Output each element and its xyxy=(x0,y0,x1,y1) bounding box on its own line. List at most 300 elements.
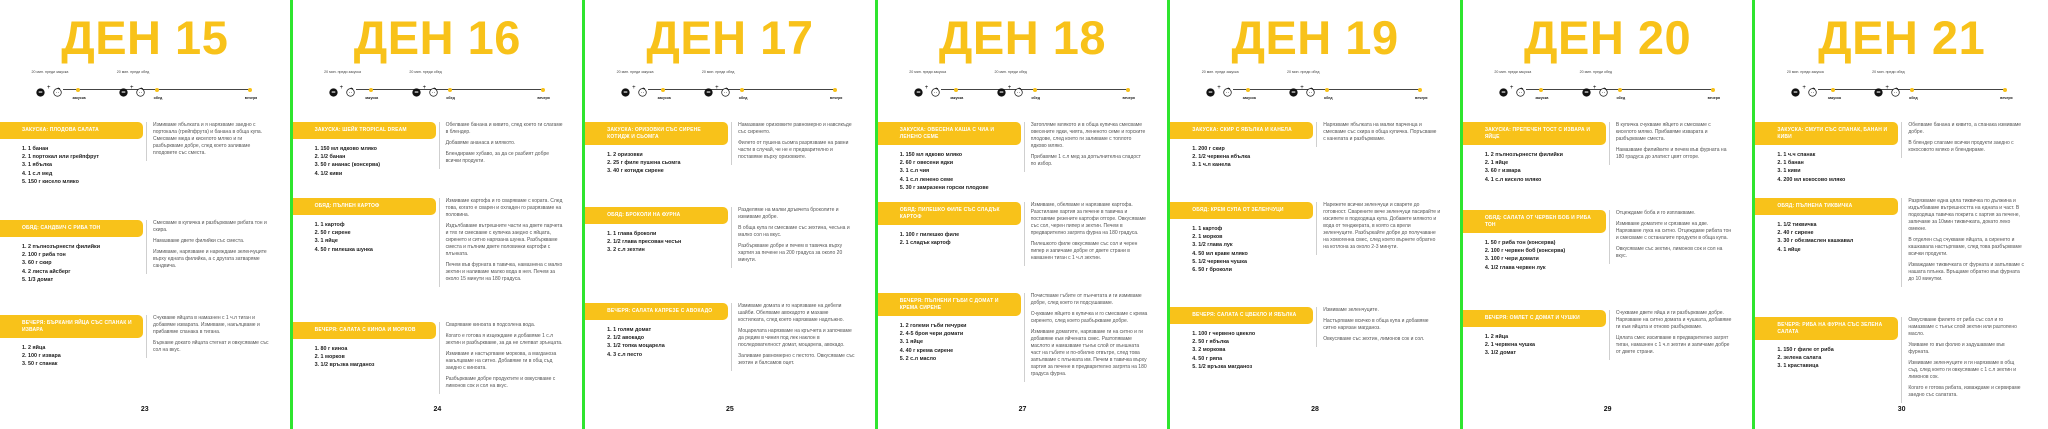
ingredient-item: 1. 1 картоф xyxy=(314,222,345,228)
pre-lunch-label: 20 мин. преди обед xyxy=(116,70,150,74)
apple-icon xyxy=(1808,84,1817,102)
ingredient-item: 4. 2 листа айсберг xyxy=(22,268,71,275)
ingredient-item: 1. 150 мл ядково мляко xyxy=(314,146,377,152)
plus-icon: + xyxy=(924,85,929,91)
instruction-paragraph: Бъркаме докато яйцата стегнат и овкусяваме със сол на вкус. xyxy=(153,340,269,353)
day-page xyxy=(1755,0,2048,429)
breakfast-dot xyxy=(661,88,665,92)
recipe-instructions xyxy=(1609,210,1733,264)
meal-header: ЗАКУСКА: ПРЕПЕЧЕН ТОСТ С ИЗВАРА И ЯЙЦЕ xyxy=(1463,122,1606,145)
dinner-marker-label: вечеря xyxy=(829,96,843,100)
ingredient-item: 5. 1/2 връзка магданоз xyxy=(1192,363,1253,370)
instruction-paragraph: Прибавяме 1 с.л мед за допълнителна сладост по избор. xyxy=(1030,154,1141,167)
scale-icon xyxy=(1874,84,1883,102)
meal-timeline xyxy=(878,66,1170,106)
meal-timeline xyxy=(1170,66,1462,106)
ingredient-list xyxy=(315,345,435,370)
ingredient-item: 2. 1 сладък картоф xyxy=(899,240,951,247)
dinner-dot xyxy=(1418,88,1422,92)
ingredient-item: 5. 150 г кисело мляко xyxy=(22,178,79,185)
apple-icon xyxy=(346,84,355,102)
ingredient-item: 3. 50 г ананас (консерва) xyxy=(314,162,381,169)
ingredient-list xyxy=(22,243,142,284)
ingredient-item: 1. 1 ч.ч спанак xyxy=(1777,152,1816,158)
apple-icon xyxy=(1516,84,1525,102)
breakfast-dot xyxy=(1831,88,1835,92)
instruction-paragraph: Добавяме ананаса и млякото. xyxy=(445,140,516,146)
instruction-paragraph: Пилешкото филе овкусяваме със сол и черен пипер и запичаме добре от двете страни в намазнен тиган с 1 ч.л зехтин. xyxy=(1030,241,1138,261)
ingredient-list xyxy=(1192,145,1312,170)
ingredient-list xyxy=(607,326,727,359)
ingredient-list xyxy=(1192,225,1312,274)
breakfast-marker-label: закуска xyxy=(1242,96,1256,100)
instruction-paragraph: Издълбаваме вътрешните части на двете парчета и тях ги смесваме с купичка заедно с яйцата, сиренето и ситно нарязана шунка. Разбъркваме сместа и пълним двете половинки картофи с плънката. xyxy=(445,223,563,257)
instruction-paragraph: Когато е готова я изцеждаме и добавяме 1 с.л зехтин и разбъркваме, за да не слепват зрънцата. xyxy=(445,333,563,346)
ingredient-item: 2. 1 морков xyxy=(1192,234,1223,241)
ingredient-item: 2. 25 г филе пушена сьомга xyxy=(607,160,681,167)
lunch-marker-label: обед xyxy=(1616,96,1626,100)
ingredient-item: 3. 60 г извара xyxy=(1484,168,1521,175)
ingredient-item: 3. 1 ябълка xyxy=(22,162,52,169)
ingredient-item: 2. 1 морков xyxy=(314,354,345,361)
plus-icon: + xyxy=(1885,85,1889,91)
ingredient-item: 1. 80 г киноа xyxy=(314,346,348,352)
instruction-paragraph: Измиваме, нарязваме и нареждаме зеленчуците върху едната филийка, а с другата затваряме сандвича. xyxy=(153,249,267,269)
scale-icon xyxy=(329,84,338,102)
plus-icon: + xyxy=(1007,85,1012,91)
ingredient-item: 5. 2 с.л масло xyxy=(899,355,937,362)
instruction-paragraph: В купичка счукваме яйцето и смесваме с киселото мляко. Прибавяме изварата и разбъркваме сместа. xyxy=(1615,122,1711,142)
instruction-paragraph: Увиваме го във фолио и задушаваме във фурната. xyxy=(1908,342,2005,355)
ingredient-item: 1. 2 пълнозърнести филийки xyxy=(1484,152,1563,158)
instruction-paragraph: Настъргваме всичко в обща купа и добавяме ситно нарязан магданоз. xyxy=(1323,318,1429,331)
day-page xyxy=(585,0,878,429)
ingredient-item: 1. 2 яйца xyxy=(22,345,46,351)
scale-icon xyxy=(412,84,421,102)
ingredient-item: 2. 50 г ябълка xyxy=(1192,339,1229,346)
instruction-paragraph: Счукваме яйцата в намазнен с 1 ч.л тиган и добавяме изварата. Измиваме, накълцваме и прибавяме спанака в тигана. xyxy=(153,315,260,335)
pre-lunch-label: 20 мин. преди обед xyxy=(701,70,735,74)
pre-lunch-label: 20 мин. преди обед xyxy=(1872,70,1905,74)
dinner-dot xyxy=(2003,88,2007,92)
page-number: 25 xyxy=(726,406,734,413)
apple-icon xyxy=(638,84,647,102)
page-number: 24 xyxy=(433,406,442,413)
ingredient-list xyxy=(607,230,727,255)
meal-header: ВЕЧЕРЯ: РИБА НА ФУРНА СЪС ЗЕЛЕНА САЛАТА xyxy=(1755,317,1898,340)
ingredient-item: 1. 200 г скир xyxy=(1192,146,1225,152)
ingredient-item: 4. 40 г крема сирене xyxy=(899,347,954,354)
ingredient-list xyxy=(1192,330,1312,371)
page-number: 27 xyxy=(1018,406,1027,413)
instruction-paragraph: В блендер слагаме всички продукти заедно с кокосовото мляко и блендираме. xyxy=(1908,140,2014,153)
apple-icon xyxy=(53,84,62,102)
instruction-paragraph: Намазваме филийките и печем във фурната на 180 градуса до златист цвят отгоре. xyxy=(1615,147,1727,160)
ingredient-list xyxy=(315,221,435,254)
pre-lunch-label: 20 мин. преди обед xyxy=(1287,70,1320,74)
meal-header: ЗАКУСКА: СМУТИ СЪС СПАНАК, БАНАН И КИВИ xyxy=(1755,122,1898,145)
scale-icon xyxy=(621,84,630,102)
pre-lunch-label: 20 мин. преди обед xyxy=(409,70,442,74)
recipe-instructions xyxy=(439,122,563,169)
ingredient-list xyxy=(900,151,1020,192)
breakfast-marker-label: закуска xyxy=(1827,96,1841,100)
day-page xyxy=(1170,0,1463,429)
pre-lunch-label: 20 мин. преди обед xyxy=(1579,70,1613,74)
instruction-paragraph: Отцеждаме боба и го изплакваме. xyxy=(1615,210,1696,216)
ingredient-item: 1. 100 г червено цвекло xyxy=(1192,331,1256,337)
ingredient-item: 2. 50 г сирене xyxy=(314,230,351,237)
ingredient-item: 1. 1/2 тиквичка xyxy=(1777,222,1817,228)
day-page xyxy=(878,0,1171,429)
instruction-paragraph: Счукваме двете яйца и ги разбъркваме добре. Нарязваме на ситно домата и чушката, добавяме ги към яйцата и отново разбъркваме. xyxy=(1615,310,1732,330)
lunch-marker-label: обед xyxy=(446,96,455,100)
ingredient-item: 1. 150 мл ядково мляко xyxy=(899,152,963,158)
lunch-dot xyxy=(1618,88,1622,92)
lunch-dot xyxy=(448,88,452,92)
day-title: ДЕН 16 xyxy=(353,11,521,64)
pre-breakfast-label: 20 мин. преди закуска xyxy=(909,70,947,74)
meal-header: ОБЯД: ПИЛЕШКО ФИЛЕ СЪС СЛАДЪК КАРТОФ xyxy=(878,202,1021,225)
lunch-dot xyxy=(1033,88,1037,92)
ingredient-item: 1. 2 големи гъби печурки xyxy=(899,323,967,329)
ingredient-item: 4. 1 с.л кисело мляко xyxy=(1484,176,1542,183)
ingredient-item: 1. 2 оризовки xyxy=(607,152,643,158)
recipe-instructions xyxy=(1024,202,1148,266)
meal-header: ОБЯД: ПЪЛНЕНА ТИКВИЧКА xyxy=(1755,198,1898,215)
meal-header: ОБЯД: БРОКОЛИ НА ФУРНА xyxy=(585,207,728,224)
instruction-paragraph: Овкусяваме със зехтин, лимонов сок и сол. xyxy=(1323,336,1425,342)
ingredient-item: 5. 30 г замразени горски плодове xyxy=(899,184,989,191)
recipe-instructions xyxy=(1024,122,1148,172)
meal-header: ЗАКУСКА: ШЕЙК TROPICAL DREAM xyxy=(293,122,436,139)
breakfast-marker-label: закуска xyxy=(364,96,379,100)
dinner-dot xyxy=(833,88,837,92)
ingredient-item: 1. 1 голям домат xyxy=(607,327,652,333)
instruction-paragraph: Измиваме картофа и го сваряваме с кората. След това, когато е сварен и охладен го разрязваме на половина. xyxy=(445,198,563,218)
ingredient-item: 3. 1/2 топка моцарела xyxy=(607,343,665,350)
recipe-instructions xyxy=(439,322,563,394)
day-page xyxy=(0,0,293,429)
plus-icon: + xyxy=(632,85,636,91)
ingredient-item: 5. 1/3 домат xyxy=(22,276,54,283)
instruction-paragraph: Овкусяваме филето от риба със сол и го намазваме с тънък слой зехтин или разтопено масло. xyxy=(1908,317,2017,337)
pre-lunch-label: 20 мин. преди обед xyxy=(994,70,1027,74)
day-page xyxy=(1463,0,1756,429)
instruction-paragraph: Разбъркваме добре продуктите и овкусяваме с лимонов сок и сол на вкус. xyxy=(445,376,556,389)
ingredient-item: 1. 50 г риба тон (консерва) xyxy=(1484,240,1556,246)
recipe-instructions xyxy=(1024,293,1148,382)
plus-icon: + xyxy=(1802,85,1806,91)
scale-icon xyxy=(1499,84,1508,102)
instruction-paragraph: Разрязваме една цяла тиквичка по дължина и издълбаваме вътрешността на едната и част. В подходяща тавичка покрита с хартия за печене, запичаме за 10мин тиквичката, докато леко омекне. xyxy=(1908,198,2020,232)
scale-icon xyxy=(119,84,128,102)
instruction-paragraph: Заливаме равномерно с пестото. Овкусяваме със зехтин и балсамов оцет. xyxy=(738,353,855,366)
instruction-paragraph: В отделен съд счукваме яйцата, а сиренето и кашкавала настъргваме, след това разбъркваме всички продукти. xyxy=(1908,237,2022,257)
instruction-paragraph: Измиваме доматите и срязваме на две. Нарязваме лука на ситно. Отцеждаме рибата тон и смесваме с останалите продукти в обща купа. xyxy=(1615,221,1732,241)
scale-icon xyxy=(704,84,713,102)
instruction-paragraph: Измиваме зеленчуците и ги нарязваме в общ съд, след което ги овкусяваме с 1 с.л зехтин и лимонов сок. xyxy=(1908,360,2017,380)
ingredient-item: 1. 1 банан xyxy=(22,146,49,152)
plus-icon: + xyxy=(130,85,134,91)
instruction-paragraph: Измиваме зеленчуците. xyxy=(1323,307,1379,313)
meal-header: ВЕЧЕРЯ: САЛАТА С ЦВЕКЛО И ЯБЪЛКА xyxy=(1170,307,1313,324)
day-title: ДЕН 19 xyxy=(1231,11,1399,64)
meal-header: ЗАКУСКА: СКИР С ЯБЪЛКА И КАНЕЛА xyxy=(1170,122,1313,139)
ingredient-item: 2. 1 червена чушка xyxy=(1484,342,1536,349)
lunch-dot xyxy=(1325,88,1329,92)
lunch-marker-label: обед xyxy=(153,96,163,100)
recipe-instructions xyxy=(146,122,270,161)
pre-breakfast-label: 20 мин. преди закуска xyxy=(31,70,69,74)
meal-header: ВЕЧЕРЯ: САЛАТА КАПРЕЗЕ С АВОКАДО xyxy=(585,303,728,320)
ingredient-item: 3. 1 яйце xyxy=(899,339,923,346)
plus-icon: + xyxy=(1300,85,1304,91)
meal-timeline xyxy=(1755,66,2047,106)
dinner-dot xyxy=(1711,88,1715,92)
breakfast-dot xyxy=(369,88,373,92)
ingredient-item: 3. 1 киви xyxy=(1777,168,1801,175)
ingredient-item: 1. 2 яйца xyxy=(1484,334,1509,340)
meal-header: ОБЯД: КРЕМ СУПА ОТ ЗЕЛЕНЧУЦИ xyxy=(1170,202,1313,219)
meal-header: ОБЯД: САЛАТА ОТ ЧЕРВЕН БОБ И РИБА ТОН xyxy=(1463,210,1606,233)
page-number: 28 xyxy=(1311,406,1319,413)
instruction-paragraph: Сваряваме киноата в подсолена вода. xyxy=(445,322,536,328)
instruction-paragraph: Обелваме банана и кивито, а спанака измиваме добре. xyxy=(1908,122,2022,135)
ingredient-item: 4. 50 г пилешка шунка xyxy=(314,246,373,253)
ingredient-item: 3. 60 г скир xyxy=(22,260,52,267)
ingredient-item: 1. 1 глава броколи xyxy=(607,231,657,237)
apple-icon xyxy=(1223,84,1232,102)
ingredient-item: 4. 1 с.л мед xyxy=(22,170,53,177)
ingredient-list xyxy=(1777,151,1897,184)
instruction-paragraph: Обелваме банана и кивито, след което ги слагаме в блендер. xyxy=(445,122,563,135)
instruction-paragraph: Измиваме домата и го нарязваме на дебели шайби. Обелваме авокадото и махаме костилката, след което нарязваме надлъжно. xyxy=(738,303,844,323)
instruction-paragraph: Намазваме двете филийки със сместа. xyxy=(153,238,245,244)
dinner-marker-label: вечеря xyxy=(1707,96,1721,100)
breakfast-marker-label: закуска xyxy=(950,96,964,100)
ingredient-item: 3. 1 ч.л канела xyxy=(1192,162,1231,169)
ingredient-item: 3. 1 с.л чия xyxy=(899,168,930,175)
ingredient-item: 3. 100 г чери домати xyxy=(1484,256,1539,263)
ingredient-item: 4. 200 мл кокосово мляко xyxy=(1777,176,1846,183)
instruction-paragraph: Счукваме яйцето в купичка и го смесваме с крема сиренето, след което разбъркваме добре. xyxy=(1030,311,1148,324)
ingredient-list xyxy=(1777,346,1897,371)
recipe-instructions xyxy=(1901,317,2025,403)
recipe-instructions xyxy=(146,220,270,274)
plus-icon: + xyxy=(1592,85,1597,91)
day-title: ДЕН 21 xyxy=(1818,11,1986,64)
ingredient-list xyxy=(1485,333,1605,358)
meal-timeline xyxy=(1463,66,1755,106)
recipe-instructions xyxy=(1316,122,1440,147)
lunch-dot xyxy=(740,88,744,92)
ingredient-list xyxy=(1777,221,1897,254)
breakfast-marker-label: закуска xyxy=(72,96,86,100)
scale-icon xyxy=(1791,84,1800,102)
meal-header: ЗАКУСКА: ПЛОДОВА САЛАТА xyxy=(0,122,143,139)
ingredient-list xyxy=(1485,239,1605,272)
ingredient-item: 3. 1 краставица xyxy=(1777,363,1819,370)
ingredient-item: 4. 1 с.л ленено семе xyxy=(899,176,954,183)
meal-timeline xyxy=(585,66,877,106)
ingredient-list xyxy=(900,322,1020,363)
recipe-instructions xyxy=(1609,310,1733,360)
ingredient-item: 2. 100 г риба тон xyxy=(22,252,66,259)
day-title: ДЕН 20 xyxy=(1524,11,1692,64)
page-number: 23 xyxy=(140,406,149,413)
instruction-paragraph: Блендираме хубаво, за да се разбият добре всички продукти. xyxy=(445,151,549,164)
ingredient-item: 3. 50 г спанак xyxy=(22,361,58,368)
meal-header: ВЕЧЕРЯ: БЪРКАНИ ЯЙЦА СЪС СПАНАК И ИЗВАРА xyxy=(0,315,143,338)
ingredient-item: 2. 1/2 червена ябълка xyxy=(1192,154,1251,161)
ingredient-item: 2. 1/2 авокадо xyxy=(607,335,645,342)
meal-header: ВЕЧЕРЯ: ПЪЛНЕНИ ГЪБИ С ДОМАТ И КРЕМА СИРЕНЕ xyxy=(878,293,1021,316)
ingredient-list xyxy=(607,151,727,176)
scale-icon xyxy=(914,84,923,102)
plus-icon: + xyxy=(422,85,427,91)
breakfast-marker-label: закуска xyxy=(1535,96,1549,100)
ingredient-item: 3. 30 г обезмаслен кашкавал xyxy=(1777,238,1854,245)
instruction-paragraph: Овкусяваме със зехтин, лимонов сок и сол на вкус. xyxy=(1615,246,1723,259)
meal-timeline xyxy=(293,66,585,106)
instruction-paragraph: Филето от пушена сьомга разрязваме на равни части в случай, че не е предварително и поставяме върху оризовките. xyxy=(738,140,849,160)
lunch-marker-label: обед xyxy=(1031,96,1041,100)
day-page xyxy=(293,0,586,429)
page-number: 29 xyxy=(1603,406,1612,413)
ingredient-item: 3. 1/2 връзка магданоз xyxy=(314,362,375,369)
breakfast-marker-label: закуска xyxy=(657,96,671,100)
day-title: ДЕН 15 xyxy=(61,11,229,64)
ingredient-item: 3. 2 с.л зехтин xyxy=(607,247,645,254)
dinner-dot xyxy=(541,88,545,92)
ingredient-item: 2. 100 г извара xyxy=(22,353,61,360)
instruction-paragraph: Нарязваме ябълката на малки парченца и смесваме със скира в обща купичка. Поръсваме с канелата и разбъркваме. xyxy=(1323,122,1437,142)
ingredient-list xyxy=(22,145,142,186)
instruction-paragraph: В обща купа ги смесваме със зехтина, чесъна и малко сол на вкус. xyxy=(738,225,850,238)
lunch-marker-label: обед xyxy=(1909,96,1918,100)
scale-icon xyxy=(1206,84,1215,102)
meal-timeline xyxy=(0,66,292,106)
plus-icon: + xyxy=(1509,85,1514,91)
pre-breakfast-label: 20 мин. преди закуска xyxy=(324,70,361,74)
lunch-marker-label: обед xyxy=(738,96,748,100)
ingredient-item: 2. 1/2 банан xyxy=(314,154,346,161)
ingredient-item: 2. 1 банан xyxy=(1777,160,1804,167)
ingredient-item: 3. 2 моркова xyxy=(1192,347,1226,354)
recipe-instructions xyxy=(1316,307,1440,347)
ingredient-item: 2. 40 г сирене xyxy=(1777,230,1814,237)
lunch-marker-label: обед xyxy=(1323,96,1333,100)
lunch-dot xyxy=(155,88,159,92)
breakfast-dot xyxy=(954,88,958,92)
meal-header: ОБЯД: ПЪЛНЕН КАРТОФ xyxy=(293,198,436,215)
meal-header: ЗАКУСКА: ОРИЗОВКИ СЪС СИРЕНЕ КОТИДЖ И СЬОМГА xyxy=(585,122,728,145)
breakfast-dot xyxy=(76,88,80,92)
plus-icon: + xyxy=(339,85,344,91)
ingredient-list xyxy=(22,344,142,369)
dinner-marker-label: вечеря xyxy=(537,96,550,100)
scale-icon xyxy=(36,84,45,102)
ingredient-item: 3. 40 г котидж сирене xyxy=(607,168,664,175)
dinner-marker-label: вечеря xyxy=(1122,96,1135,100)
pre-breakfast-label: 20 мин. преди закуска xyxy=(1201,70,1239,74)
instruction-paragraph: Изваждаме тиквичката от фурната и запълваме с нашата плънка. Връщаме обратно във фурната до 10 минутки. xyxy=(1908,262,2024,282)
recipe-instructions xyxy=(1901,122,2025,158)
instruction-paragraph: Разбъркваме добре и печем в тавичка върху хартия за печене на 200 градуса за около 20 минути. xyxy=(738,243,843,263)
day-title: ДЕН 18 xyxy=(938,11,1107,64)
ingredient-item: 1. 150 г филе от риба xyxy=(1777,347,1834,353)
ingredient-item: 3. 1/2 глава лук xyxy=(1192,242,1233,249)
dinner-dot xyxy=(248,88,252,92)
ingredient-list xyxy=(1485,151,1605,184)
scale-icon xyxy=(1289,84,1298,102)
recipe-instructions xyxy=(731,207,855,268)
dinner-marker-label: вечеря xyxy=(1415,96,1428,100)
pre-breakfast-label: 20 мин. преди закуска xyxy=(616,70,654,74)
meal-header: ВЕЧЕРЯ: ОМЛЕТ С ДОМАТ И ЧУШКИ xyxy=(1463,310,1606,327)
instruction-paragraph: Разделяме на малки дръвчета броколите и измиваме добре. xyxy=(738,207,839,220)
ingredient-item: 2. 1 яйце xyxy=(1484,160,1509,167)
scale-icon xyxy=(997,84,1006,102)
recipe-instructions xyxy=(731,122,855,165)
ingredient-item: 1. 2 пълнозърнести филийки xyxy=(22,244,101,250)
apple-icon xyxy=(931,84,940,102)
page-number: 30 xyxy=(1897,406,1906,413)
instruction-paragraph: Измиваме доматите, нарязваме ги на ситно и ги добавяме към яйчената смес. Разтопяваме маслото и намазваме тънък слой от външната част на гъбите и по-обилно отвътре, след това запълваме с плънката им. Печем в тавичка върху хартия за печене в предварително загрята на 180 градуса фурна. xyxy=(1030,329,1147,377)
recipe-instructions xyxy=(731,303,855,371)
instruction-paragraph: Смесваме в купичка и разбъркваме рибата тон и скира. xyxy=(153,220,267,233)
ingredient-item: 2. 100 г червен боб (консерва) xyxy=(1484,248,1566,255)
plus-icon: + xyxy=(47,85,51,91)
instruction-paragraph: Измиваме, обелваме и нарязваме картофа. Разстиламе хартия за печене в тавичка и поставяме резените картофи отгоре. Овкусяваме със сол, черен пипер и зехтин. Печем в предварително загрята фурна на 180 градуса. xyxy=(1030,202,1146,236)
recipe-instructions xyxy=(439,198,563,287)
instruction-paragraph: Когато е готова рибата, изваждаме и сервираме заедно със салатата. xyxy=(1908,385,2021,398)
instruction-paragraph: Затопляме млякото и в обща купичка смесваме овесените ядки, чията, лененото семе и горските плодове, след което ги заливаме с топлото ядково мляко. xyxy=(1030,122,1146,149)
ingredient-item: 4. 3 с.л песто xyxy=(607,351,643,358)
ingredient-item: 2. 1 портокал или грейпфрут xyxy=(22,154,100,161)
recipe-instructions xyxy=(1901,198,2025,287)
ingredient-item: 2. 4-5 броя чери домати xyxy=(899,331,964,338)
ingredient-item: 4. 1/2 киви xyxy=(314,170,343,177)
ingredient-item: 4. 50 мл краве мляко xyxy=(1192,250,1248,257)
instruction-paragraph: Намазваме оризовките равномерно и навсякъде със сиренето. xyxy=(738,122,852,135)
recipe-instructions xyxy=(1316,202,1440,255)
dinner-marker-label: вечеря xyxy=(2000,96,2013,100)
recipe-instructions xyxy=(1609,122,1733,165)
dinner-marker-label: вечеря xyxy=(244,96,258,100)
instruction-paragraph: Измиваме и настъргваме моркова, а магданоза накълцваме на ситно. Добавяме ги в общ съд заедно с киноата. xyxy=(445,351,557,371)
instruction-paragraph: Моцарелата нарязваме на кръгчета и започваме да редим в чиния под лек наклон в последователност домат, моцарела, авокадо. xyxy=(738,328,852,348)
ingredient-item: 3. 1/2 домат xyxy=(1484,350,1516,357)
scale-icon xyxy=(1582,84,1591,102)
ingredient-item: 1. 1 картоф xyxy=(1192,226,1223,232)
ingredient-item: 6. 50 г броколи xyxy=(1192,267,1232,274)
ingredient-item: 3. 1 яйце xyxy=(314,238,338,245)
ingredient-item: 4. 1/2 глава червен лук xyxy=(1484,264,1546,271)
meal-header: ВЕЧЕРЯ: САЛАТА С КИНОА И МОРКОВ xyxy=(293,322,436,339)
pre-breakfast-label: 20 мин. преди закуска xyxy=(1494,70,1532,74)
pre-breakfast-label: 20 мин. преди закуска xyxy=(1786,70,1824,74)
recipe-instructions xyxy=(146,315,270,358)
ingredient-item: 5. 1/2 червена чушка xyxy=(1192,258,1247,265)
ingredient-item: 2. 1/2 глава пресован чесън xyxy=(607,239,682,246)
day-title: ДЕН 17 xyxy=(646,11,814,64)
instruction-paragraph: Нарежете всички зеленчуци и сварете до готовност. Сварените вече зеленчуци пасирайте и изсипете в подходяща купа. Добавете млякото и вода от тенджерата, в която са врели зеленчуците. Разбъркайте добре до получаване на хомогенна смес, след което върнете обратно на котлона за около 2-3 минути. xyxy=(1323,202,1441,250)
meal-header: ОБЯД: САНДВИЧ С РИБА ТОН xyxy=(0,220,143,237)
meal-header: ЗАКУСКА: ОВЕСЕНА КАША С ЧИА И ЛЕНЕНО СЕМЕ xyxy=(878,122,1021,145)
breakfast-dot xyxy=(1539,88,1543,92)
